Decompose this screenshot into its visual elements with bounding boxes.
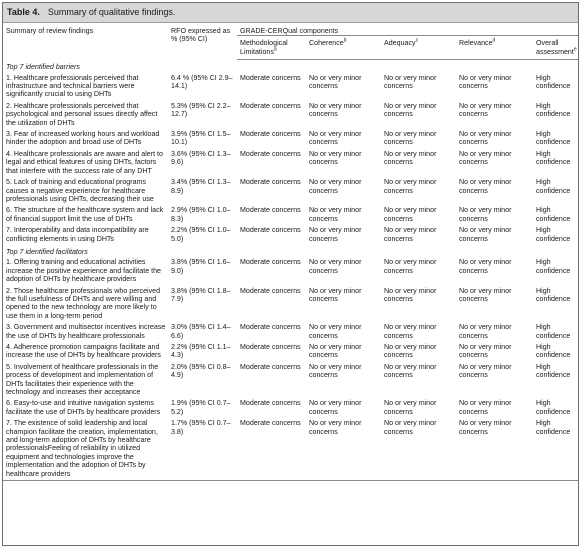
methodological-cell: Moderate concerns <box>240 258 301 267</box>
methodological-cell: Moderate concerns <box>240 73 301 82</box>
table-label: Table 4. <box>7 7 40 17</box>
relevance-cell: No or very minor concerns <box>459 101 512 119</box>
section-facilitators <box>3 245 578 257</box>
methodological-cell: Moderate concerns <box>240 101 301 110</box>
table-row <box>3 322 578 342</box>
coherence-cell: No or very minor concerns <box>309 258 362 275</box>
rfo-cell: 3.8% (95% CI 1.8–7.9) <box>171 286 231 303</box>
finding-cell: 4. Adherence promotion campaigns facilitate and increase the use of DHTs by healthcare providers <box>6 343 161 360</box>
coherence-cell: No or very minor concerns <box>309 178 362 195</box>
rfo-cell: 2.9% (95% CI 1.0–8.3) <box>171 206 231 223</box>
rfo-cell: 2.2% (95% CI 1.0–5.0) <box>171 226 231 243</box>
table-row <box>3 342 578 362</box>
relevance-cell: No or very minor concerns <box>459 343 512 360</box>
table-row <box>3 129 578 149</box>
adequacy-cell: No or very minor concerns <box>381 418 456 480</box>
table-row <box>3 418 578 480</box>
coherence-cell: No or very minor concerns <box>309 362 362 380</box>
section-barriers <box>3 60 578 73</box>
finding-cell: 7. The existence of solid leadership and local champion facilitate the creation, implementation, and long-term adoption of DHTs by healthcare professionalsFeeling of reliability in utilized equipment and technologies improve the implementation and the adoption of DHTs by healthcare providers <box>3 418 168 480</box>
overall-cell: High confidence <box>536 226 571 243</box>
overall-cell: High confidence <box>536 323 571 340</box>
rfo-cell: 2.0% (95% CI 0.8–4.9) <box>171 362 231 380</box>
finding-cell: 5. Involvement of healthcare professionals in the process of development and implementation of DHTs facilitates their experience with the technology and increases their acceptance <box>6 362 159 397</box>
adequacy-cell: No or very minor concerns <box>384 399 437 416</box>
relevance-cell: No or very minor concerns <box>459 286 512 303</box>
overall-cell: High confidence <box>536 362 571 380</box>
overall-cell: High confidence <box>536 286 571 303</box>
table-caption <box>3 3 578 23</box>
coherence-cell: No or very minor concerns <box>309 130 362 147</box>
rfo-cell: 1.9% (95% CI 0.7–5.2) <box>171 399 231 416</box>
rfo-cell: 1.7% (95% CI 0.7–3.8) <box>168 418 237 480</box>
finding-cell: 2. Healthcare professionals perceived that psychological and personal issues directly affect the utilization of DHTs <box>6 101 158 127</box>
adequacy-cell: No or very minor concerns <box>384 130 437 147</box>
table-row <box>3 225 578 245</box>
table-row <box>3 101 578 129</box>
adequacy-cell: No or very minor concerns <box>384 206 437 223</box>
finding-cell: 3. Fear of increased working hours and workload hinder the adoption and broad use of DHTs <box>6 130 160 147</box>
finding-cell: 3. Government and multisector incentives increase the use of DHTs by healthcare professionals <box>6 323 166 340</box>
relevance-cell: No or very minor concerns <box>459 362 512 380</box>
header-overall: Overall assessment$^e$ <box>533 36 578 60</box>
overall-cell: High confidence <box>536 206 571 223</box>
relevance-cell: No or very minor concerns <box>459 258 512 275</box>
methodological-cell: Moderate concerns <box>237 418 306 480</box>
adequacy-cell: No or very minor concerns <box>384 323 437 340</box>
adequacy-cell: No or very minor concerns <box>384 362 437 380</box>
coherence-cell: No or very minor concerns <box>309 206 362 223</box>
finding-cell: 5. Lack of training and educational programs causes a negative experience for healthcare professionals using DHTs, decreasing their use <box>6 178 154 203</box>
relevance-cell: No or very minor concerns <box>456 418 533 480</box>
coherence-cell: No or very minor concerns <box>309 399 362 416</box>
finding-cell: 7. Interoperability and data incompatibility are conflicting elements in using DHTs <box>6 226 149 243</box>
header-rfo: RFO expressed as % (95% CI) <box>171 27 231 44</box>
methodological-cell: Moderate concerns <box>240 178 301 187</box>
overall-cell: High confidence <box>536 101 571 119</box>
overall-cell: High confidence <box>536 258 571 275</box>
table-row <box>3 362 578 399</box>
relevance-cell: No or very minor concerns <box>459 73 512 91</box>
adequacy-cell: No or very minor concerns <box>384 101 437 119</box>
table-frame <box>2 2 579 546</box>
table-title: Summary of qualitative findings. <box>47 7 176 17</box>
table-row <box>3 257 578 285</box>
section-title: Top 7 identified facilitators <box>6 247 88 256</box>
finding-cell: 1. Healthcare professionals perceived that infrastructure and technical barriers were significantly crucial to using DHTs <box>6 73 139 99</box>
table-row <box>3 177 578 205</box>
coherence-cell: No or very minor concerns <box>309 226 362 243</box>
finding-cell: 4. Healthcare professionals are aware and alert to legal and ethical features of using DHTs, factors that interfere with the success rate of any DHT <box>6 149 163 175</box>
overall-cell: High confidence <box>536 399 571 416</box>
table-row <box>3 286 578 323</box>
coherence-cell: No or very minor concerns <box>309 101 362 119</box>
coherence-cell: No or very minor concerns <box>309 286 362 303</box>
relevance-cell: No or very minor concerns <box>459 130 512 147</box>
methodological-cell: Moderate concerns <box>240 286 301 295</box>
methodological-cell: Moderate concerns <box>240 149 301 158</box>
methodological-cell: Moderate concerns <box>240 343 301 351</box>
coherence-cell: No or very minor concerns <box>306 418 381 480</box>
table-row <box>3 73 578 101</box>
relevance-cell: No or very minor concerns <box>459 206 512 223</box>
finding-cell: 1. Offering training and educational activities increase the positive experience and facilitate the adoption of DHTs by healthcare providers <box>6 258 161 284</box>
rfo-cell: 3.8% (95% CI 1.6–9.0) <box>171 258 231 275</box>
coherence-cell: No or very minor concerns <box>309 73 362 91</box>
methodological-cell: Moderate concerns <box>240 362 301 371</box>
relevance-cell: No or very minor concerns <box>459 226 512 243</box>
rfo-cell: 5.3% (95% CI 2.2–12.7) <box>171 101 231 119</box>
adequacy-cell: No or very minor concerns <box>384 343 437 360</box>
rfo-cell: 6.4 % (95% CI 2.9–14.1) <box>171 73 233 91</box>
adequacy-cell: No or very minor concerns <box>384 149 437 167</box>
methodological-cell: Moderate concerns <box>240 399 301 408</box>
finding-cell: 2. Those healthcare professionals who perceived the full usefulness of DHTs and were willing and opened to the new technology are more likely to use them in a long-term period <box>6 286 161 320</box>
adequacy-cell: No or very minor concerns <box>384 226 437 243</box>
adequacy-cell: No or very minor concerns <box>384 258 437 275</box>
findings-table <box>3 23 578 481</box>
header-relevance: Relevance$^d$ <box>456 36 533 60</box>
overall-cell: High confidence <box>533 418 578 480</box>
table-row <box>3 205 578 225</box>
adequacy-cell: No or very minor concerns <box>384 286 437 303</box>
relevance-cell: No or very minor concerns <box>459 149 512 167</box>
methodological-cell: Moderate concerns <box>240 323 301 332</box>
adequacy-cell: No or very minor concerns <box>384 178 437 195</box>
overall-cell: High confidence <box>536 149 571 167</box>
overall-cell: High confidence <box>536 130 571 147</box>
rfo-cell: 3.0% (95% CI 1.4–6.6) <box>171 323 231 340</box>
methodological-cell: Moderate concerns <box>240 130 301 139</box>
finding-cell: 6. Easy-to-use and intuitive navigation systems facilitate the use of DHTs by healthcare providers <box>6 399 161 416</box>
section-title: Top 7 identified barriers <box>6 63 80 72</box>
methodological-cell: Moderate concerns <box>240 206 301 215</box>
coherence-cell: No or very minor concerns <box>309 343 362 360</box>
header-grade: GRADE-CERQual components <box>237 23 578 36</box>
coherence-cell: No or very minor concerns <box>309 149 362 167</box>
finding-cell: 6. The structure of the healthcare system and lack of financial support limit the use of DHTs <box>6 206 164 223</box>
coherence-cell: No or very minor concerns <box>309 323 362 340</box>
overall-cell: High confidence <box>536 73 571 91</box>
relevance-cell: No or very minor concerns <box>459 399 512 416</box>
adequacy-cell: No or very minor concerns <box>384 73 437 91</box>
table-row <box>3 398 578 418</box>
relevance-cell: No or very minor concerns <box>459 178 512 195</box>
overall-cell: High confidence <box>536 343 571 360</box>
relevance-cell: No or very minor concerns <box>459 323 512 340</box>
header-row-1 <box>3 23 578 36</box>
methodological-cell: Moderate concerns <box>240 226 301 235</box>
header-coherence: Coherence$^b$ <box>306 36 381 60</box>
rfo-cell: 3.9% (95% CI 1.5–10.1) <box>171 130 231 147</box>
table-row <box>3 149 578 177</box>
rfo-cell: 3.6% (95% CI 1.3–9.6) <box>171 149 231 167</box>
overall-cell: High confidence <box>536 178 571 195</box>
rfo-cell: 2.2% (95% CI 1.1–4.3) <box>171 343 231 360</box>
header-findings: Summary of review findings <box>6 27 94 35</box>
header-adequacy: Adequacy$^c$ <box>381 36 456 60</box>
header-methodological: Methodological Limitations$^a$ <box>237 36 306 60</box>
rfo-cell: 3.4% (95% CI 1.3–8.9) <box>171 178 231 195</box>
